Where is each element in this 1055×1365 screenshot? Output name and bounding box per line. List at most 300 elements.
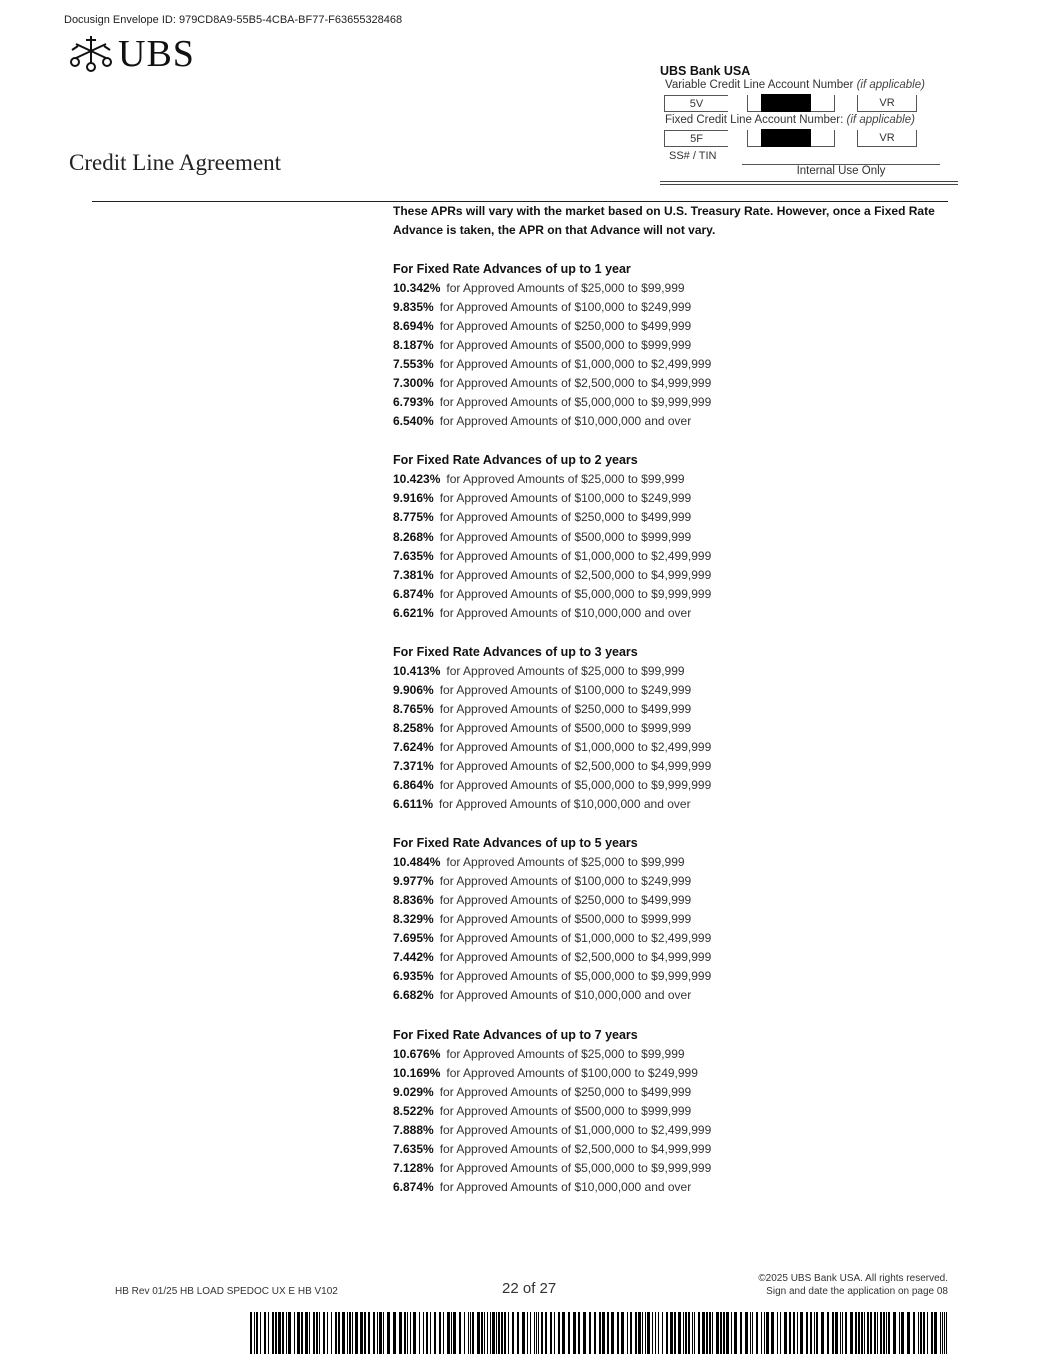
barcode-bar [512,1312,514,1354]
barcode-bar [492,1312,495,1354]
rate-description: for Approved Amounts of $10,000,000 and over [439,414,692,429]
barcode-bar [282,1312,284,1354]
barcode-bar [383,1312,384,1354]
rate-description: for Approved Amounts of $5,000,000 to $9,999,999 [439,586,712,601]
barcode-bar [545,1312,547,1354]
barcode-bar [373,1312,375,1354]
rate-description: for Approved Amounts of $2,500,000 to $4,999,999 [439,567,712,582]
barcode-bar [864,1312,865,1354]
barcode-bar [832,1312,834,1354]
rate-section [393,834,953,1005]
barcode-bar [893,1312,896,1354]
rate-row [393,853,953,872]
barcode-bar [946,1312,947,1354]
rate-percent: 10.413% [393,663,441,678]
barcode-bar [638,1312,641,1354]
rate-percent: 8.522% [393,1103,434,1118]
rate-percent: 9.916% [393,491,434,506]
barcode-bar [297,1312,300,1354]
barcode-bar [607,1312,609,1354]
barcode-bar [642,1312,643,1354]
rate-row [393,566,953,585]
barcode-bar [806,1312,808,1354]
barcode-bar [816,1312,818,1354]
rate-row [393,929,953,948]
fixed-account-note: (if applicable) [846,114,915,126]
barcode-bar [459,1312,461,1354]
barcode-bar [342,1312,345,1354]
rate-percent: 7.128% [393,1160,434,1175]
barcode-bar [423,1312,424,1354]
barcode-bar [789,1312,791,1354]
barcode-bar [377,1312,378,1354]
barcode-bar [627,1312,628,1354]
barcode-bar [934,1312,937,1354]
rate-row [393,604,953,623]
rate-description: for Approved Amounts of $2,500,000 to $4,999,999 [439,1141,712,1156]
barcode [250,1312,947,1354]
rate-percent: 6.864% [393,778,434,793]
barcode-bar [426,1312,428,1354]
rate-percent: 10.342% [393,281,441,295]
rate-row [393,1064,953,1083]
rate-description: for Approved Amounts of $100,000 to $249,999 [439,682,692,697]
barcode-bar [578,1312,580,1354]
barcode-bar [453,1312,456,1354]
barcode-bar [451,1312,452,1354]
rate-percent: 7.624% [393,739,434,754]
rate-row [393,279,953,298]
rate-percent: 7.888% [393,1122,434,1137]
barcode-bar [338,1312,340,1354]
barcode-bar [522,1312,525,1354]
rate-description: for Approved Amounts of $1,000,000 to $2,499,999 [439,1122,712,1137]
barcode-bar [617,1312,619,1354]
barcode-bar [723,1312,725,1354]
rate-row [393,872,953,891]
rate-description: for Approved Amounts of $10,000,000 and over [439,605,692,620]
fixed-account-row [660,128,958,148]
rate-description: for Approved Amounts of $25,000 to $99,999 [446,855,685,870]
barcode-bar [800,1312,803,1354]
barcode-bar [272,1312,274,1354]
barcode-bar [352,1312,353,1354]
rate-percent: 9.977% [393,874,434,889]
rate-row [393,1178,953,1197]
rate-row [393,1045,953,1064]
rate-row [393,700,953,719]
barcode-bar [756,1312,758,1354]
form-id: HB Rev 01/25 HB LOAD SPEDOC UX E HB V102 [115,1286,338,1297]
rate-description: for Approved Amounts of $5,000,000 to $9,999,999 [439,395,712,410]
rate-percent: 7.442% [393,950,434,965]
rate-section [393,643,953,814]
rate-row [393,585,953,604]
barcode-bar [688,1312,690,1354]
variable-account-label-text: Variable Credit Line Account Number [665,79,854,91]
rate-row [393,681,953,700]
barcode-bar [477,1312,480,1354]
rate-percent: 8.836% [393,893,434,908]
ubs-keys-icon [68,34,114,74]
rate-row [393,508,953,527]
rate-row [393,948,953,967]
rate-row [393,719,953,738]
rate-percent: 8.694% [393,319,434,334]
barcode-bar [734,1312,737,1354]
barcode-bar [720,1312,722,1354]
barcode-bar [858,1312,860,1354]
rate-row [393,374,953,393]
barcode-bar [498,1312,500,1354]
rate-percent: 6.611% [393,797,434,812]
rate-row [393,776,953,795]
barcode-bar [666,1312,668,1354]
barcode-bar [562,1312,565,1354]
rate-row [393,336,953,355]
barcode-bar [275,1312,277,1354]
rate-percent: 8.775% [393,510,434,525]
barcode-bar [487,1312,488,1354]
barcode-bar [260,1312,261,1354]
rate-row [393,1083,953,1102]
rate-row [393,967,953,986]
barcode-bar [940,1312,941,1354]
rate-row [393,1140,953,1159]
barcode-bar [464,1312,465,1354]
barcode-bar [399,1312,402,1354]
barcode-bar [874,1312,876,1354]
rate-description: for Approved Amounts of $250,000 to $499,999 [439,319,692,334]
barcode-bar [472,1312,474,1354]
rate-description: for Approved Amounts of $25,000 to $99,999 [446,281,685,295]
barcode-bar [867,1312,869,1354]
rate-description: for Approved Amounts of $1,000,000 to $2,499,999 [439,931,712,946]
barcode-bar [647,1312,650,1354]
barcode-bar [508,1312,509,1354]
barcode-bar [335,1312,337,1354]
barcode-bar [527,1312,528,1354]
barcode-bar [254,1312,255,1354]
rate-percent: 8.268% [393,529,434,544]
barcode-bar [504,1312,506,1354]
ubs-wordmark: UBS [118,33,195,75]
rate-description: for Approved Amounts of $500,000 to $999,999 [439,529,692,544]
barcode-bar [835,1312,838,1354]
rate-percent: 10.676% [393,1046,441,1061]
barcode-bar [706,1312,708,1354]
barcode-bar [470,1312,471,1354]
barcode-bar [777,1312,778,1354]
ss-tin-label: SS# / TIN [669,150,717,162]
barcode-bar [347,1312,348,1354]
rate-description: for Approved Amounts of $5,000,000 to $9,999,999 [439,969,712,984]
copyright: ©2025 UBS Bank USA. All rights reserved. [758,1273,948,1284]
barcode-bar [294,1312,295,1354]
barcode-bar [278,1312,281,1354]
barcode-bar [771,1312,774,1354]
barcode-bar [611,1312,614,1354]
barcode-bar [670,1312,673,1354]
rate-row [393,470,953,489]
rate-sections [393,260,953,1197]
barcode-bar [481,1312,483,1354]
rate-description: for Approved Amounts of $500,000 to $999,999 [439,912,692,927]
barcode-bar [316,1312,318,1354]
bank-name: UBS Bank USA [660,64,751,78]
barcode-bar [655,1312,656,1354]
rate-description: for Approved Amounts of $1,000,000 to $2,499,999 [439,357,712,372]
rate-row [393,1102,953,1121]
rate-description: for Approved Amounts of $250,000 to $499,999 [439,1084,692,1099]
barcode-bar [712,1312,713,1354]
rate-percent: 7.381% [393,567,434,582]
account-box-rule-top [660,181,958,182]
barcode-bar [840,1312,841,1354]
rate-section [393,451,953,622]
barcode-bar [599,1312,601,1354]
barcode-bar [558,1312,560,1354]
rate-percent: 7.695% [393,931,434,946]
rate-description: for Approved Amounts of $10,000,000 and over [439,1179,692,1194]
footer-notes [758,1272,948,1298]
variable-account-redaction [761,94,811,112]
rate-percent: 9.906% [393,682,434,697]
barcode-bar [927,1312,928,1354]
rate-percent: 10.484% [393,855,441,870]
rate-percent: 7.300% [393,376,434,391]
barcode-bar [602,1312,605,1354]
barcode-bar [683,1312,684,1354]
rate-row [393,489,953,508]
barcode-bar [349,1312,351,1354]
rate-row [393,547,953,566]
intro-text: These APRs will vary with the market based on U.S. Treasury Rate. However, once a Fixed Rate Advance is taken, the APR on that Advance will not vary. [393,204,935,237]
rate-row [393,1159,953,1178]
rate-description: for Approved Amounts of $100,000 to $249,999 [446,1065,698,1080]
barcode-bar [538,1312,539,1354]
barcode-bar [264,1312,266,1354]
rate-description: for Approved Amounts of $5,000,000 to $9,999,999 [439,1160,712,1175]
rate-percent: 7.635% [393,548,434,563]
rate-row [393,795,953,814]
barcode-bar [850,1312,853,1354]
ubs-logo [68,34,195,74]
section-title: For Fixed Rate Advances of up to 3 years [393,644,638,659]
variable-account-label [665,78,958,93]
barcode-bar [393,1312,396,1354]
rate-row [393,891,953,910]
rate-percent: 8.187% [393,338,434,353]
barcode-bar [821,1312,824,1354]
barcode-bar [589,1312,591,1354]
rates-content [393,202,953,1197]
rate-percent: 9.835% [393,300,434,315]
barcode-bar [883,1312,885,1354]
fixed-account-suffix: VR [857,130,917,147]
barcode-bar [870,1312,872,1354]
rate-row [393,528,953,547]
barcode-bar [331,1312,332,1354]
barcode-bar [901,1312,904,1354]
rate-description: for Approved Amounts of $500,000 to $999,999 [439,338,692,353]
barcode-bar [554,1312,555,1354]
rate-description: for Approved Amounts of $10,000,000 and over [439,988,692,1003]
barcode-bar [407,1312,408,1354]
barcode-bar [268,1312,269,1354]
rate-percent: 6.540% [393,414,434,429]
rate-row [393,298,953,317]
rate-row [393,412,953,431]
barcode-bar [716,1312,719,1354]
barcode-bar [761,1312,762,1354]
barcode-bar [573,1312,576,1354]
rate-description: for Approved Amounts of $100,000 to $249,999 [439,874,692,889]
barcode-bar [630,1312,632,1354]
barcode-bar [810,1312,812,1354]
rate-row [393,738,953,757]
barcode-bar [814,1312,815,1354]
barcode-bar [447,1312,450,1354]
barcode-bar [468,1312,469,1354]
fixed-account-label-text: Fixed Credit Line Account Number: [665,114,844,126]
barcode-bar [594,1312,596,1354]
variable-account-suffix: VR [857,95,917,112]
barcode-bar [439,1312,441,1354]
barcode-bar [430,1312,431,1354]
barcode-bar [250,1312,252,1354]
barcode-bar [745,1312,748,1354]
barcode-bar [923,1312,925,1354]
docusign-envelope-id: Docusign Envelope ID: 979CD8A9-55B5-4CBA-BF77-F63655328468 [64,14,403,26]
rate-percent: 7.371% [393,758,434,773]
rate-description: for Approved Amounts of $1,000,000 to $2,499,999 [439,739,712,754]
rate-description: for Approved Amounts of $500,000 to $999,999 [439,720,692,735]
barcode-bar [256,1312,258,1354]
rate-percent: 6.621% [393,605,434,620]
section-title: For Fixed Rate Advances of up to 7 years [393,1027,638,1042]
barcode-bar [942,1312,943,1354]
barcode-bar [886,1312,887,1354]
barcode-bar [309,1312,310,1354]
barcode-bar [899,1312,900,1354]
barcode-bar [368,1312,370,1354]
barcode-bar [419,1312,420,1354]
barcode-bar [323,1312,325,1354]
barcode-bar [692,1312,693,1354]
barcode-bar [541,1312,543,1354]
rate-description: for Approved Amounts of $250,000 to $499,999 [439,701,692,716]
barcode-bar [635,1312,637,1354]
barcode-bar [694,1312,695,1354]
barcode-bar [379,1312,382,1354]
barcode-bar [731,1312,732,1354]
barcode-bar [530,1312,531,1354]
sign-note: Sign and date the application on page 08 [766,1286,948,1297]
rate-row [393,1121,953,1140]
variable-account-row [660,93,958,113]
rate-row [393,317,953,336]
barcode-bar [536,1312,537,1354]
rate-row [393,393,953,412]
barcode-bar [443,1312,444,1354]
barcode-bar [658,1312,659,1354]
rate-description: for Approved Amounts of $25,000 to $99,999 [446,1046,685,1061]
rate-description: for Approved Amounts of $5,000,000 to $9,999,999 [439,778,712,793]
barcode-bar [784,1312,787,1354]
barcode-bar [387,1312,390,1354]
rate-row [393,910,953,929]
barcode-bar [698,1312,700,1354]
barcode-bar [534,1312,535,1354]
barcode-bar [327,1312,328,1354]
rate-percent: 6.874% [393,586,434,601]
barcode-bar [621,1312,624,1354]
barcode-bar [517,1312,519,1354]
barcode-bar [752,1312,753,1354]
barcode-bar [678,1312,681,1354]
fixed-account-redaction [761,129,811,147]
account-info-box [660,64,958,176]
rate-percent: 7.553% [393,357,434,372]
barcode-bar [931,1312,933,1354]
barcode-bar [842,1312,843,1354]
barcode-bar [702,1312,705,1354]
barcode-bar [662,1312,663,1354]
barcode-bar [880,1312,882,1354]
barcode-bar [793,1312,795,1354]
rate-description: for Approved Amounts of $500,000 to $999,999 [439,1103,692,1118]
rate-percent: 6.935% [393,969,434,984]
barcode-bar [288,1312,291,1354]
barcode-bar [434,1312,436,1354]
barcode-bar [645,1312,646,1354]
barcode-bar [685,1312,687,1354]
barcode-bar [286,1312,287,1354]
rate-percent: 8.765% [393,701,434,716]
rate-description: for Approved Amounts of $250,000 to $499,999 [439,510,692,525]
fixed-account-prefix: 5F [664,130,728,147]
barcode-bar [907,1312,910,1354]
barcode-bar [920,1312,922,1354]
variable-account-prefix: 5V [664,95,728,112]
rate-row [393,757,953,776]
page-number: 22 of 27 [502,1280,557,1297]
rate-section [393,260,953,431]
barcode-bar [413,1312,416,1354]
barcode-bar [501,1312,503,1354]
account-box-rule-bottom [660,184,958,185]
barcode-bar [750,1312,751,1354]
rate-description: for Approved Amounts of $100,000 to $249,999 [439,491,692,506]
ss-tin-row [660,148,958,176]
rate-section [393,1026,953,1197]
rate-description: for Approved Amounts of $2,500,000 to $4,999,999 [439,376,712,391]
barcode-bar [827,1312,829,1354]
barcode-bar [797,1312,798,1354]
barcode-bar [888,1312,890,1354]
barcode-bar [355,1312,358,1354]
rate-percent: 6.682% [393,988,434,1003]
barcode-bar [305,1312,308,1354]
barcode-bar [360,1312,363,1354]
barcode-bar [726,1312,729,1354]
barcode-bar [410,1312,411,1354]
fixed-account-label [665,113,958,128]
barcode-bar [484,1312,485,1354]
barcode-bar [944,1312,945,1354]
barcode-bar [877,1312,878,1354]
